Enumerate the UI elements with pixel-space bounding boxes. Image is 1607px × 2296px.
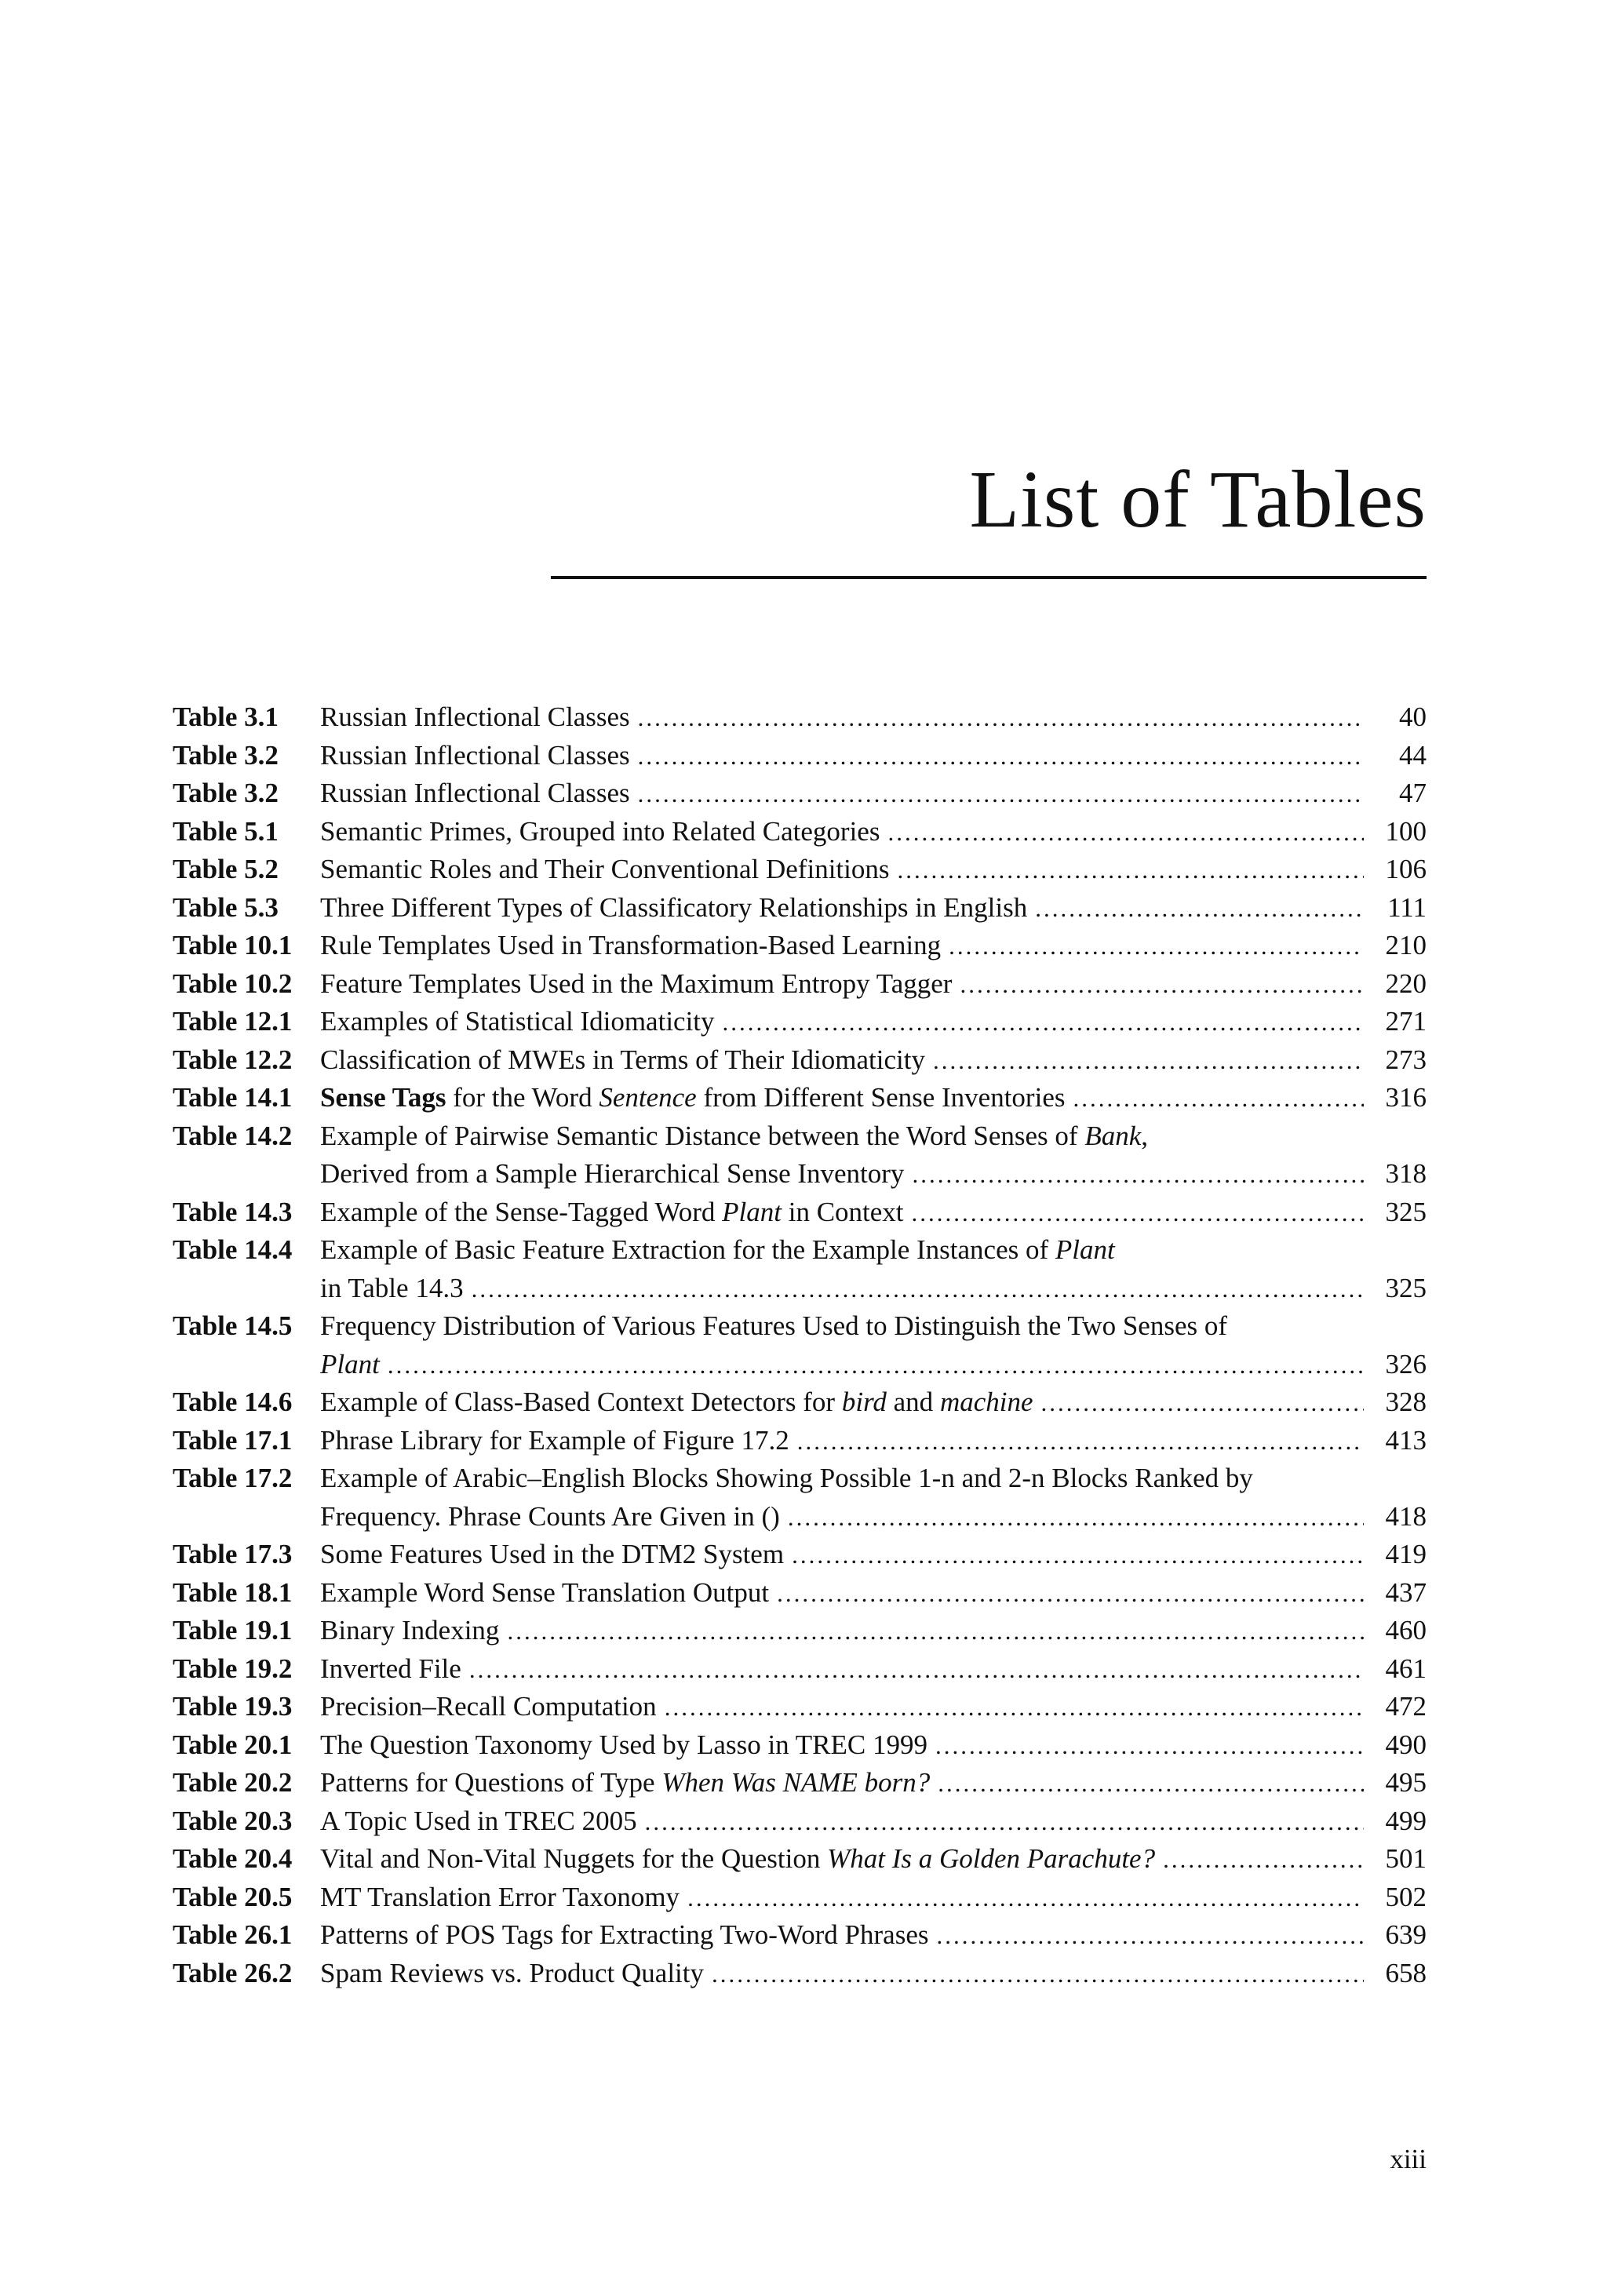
- caption-run: When Was NAME born?: [661, 1767, 931, 1798]
- entry-line: [320, 1422, 1427, 1460]
- entry-body: [320, 927, 1427, 965]
- table-number: Table 20.4: [173, 1843, 293, 1874]
- entry-line: [320, 1612, 1427, 1650]
- page-ref: 418: [1385, 1500, 1427, 1532]
- entry-line: [320, 1041, 1427, 1080]
- entry-body: [320, 1422, 1427, 1460]
- table-caption: [320, 1879, 680, 1917]
- page-ref: 501: [1385, 1843, 1427, 1874]
- caption-run: ,: [1141, 1120, 1148, 1151]
- table-caption: [320, 1574, 769, 1613]
- table-number: Table 18.1: [173, 1576, 293, 1608]
- dot-leader: [1073, 1080, 1364, 1118]
- page-ref: 100: [1385, 815, 1427, 847]
- toc-entry: [173, 1840, 1427, 1879]
- table-caption: [320, 737, 630, 775]
- page-ref: 413: [1385, 1424, 1427, 1456]
- table-caption: [320, 889, 1027, 928]
- entry-body: [320, 1117, 1427, 1194]
- entry-line: [320, 1117, 1427, 1156]
- entry-body: [320, 1574, 1427, 1613]
- table-number: Table 20.1: [173, 1729, 293, 1760]
- dot-leader: [723, 1004, 1364, 1042]
- entry-body: [320, 1879, 1427, 1917]
- table-number: Table 10.2: [173, 968, 293, 999]
- table-number: Table 5.1: [173, 815, 279, 847]
- entry-line: [320, 813, 1427, 851]
- caption-run: What Is a Golden Parachute?: [827, 1843, 1156, 1874]
- toc-entry: [173, 1079, 1427, 1117]
- toc-entry: [173, 1612, 1427, 1650]
- table-number: Table 17.2: [173, 1463, 293, 1493]
- toc-entry: [173, 1879, 1427, 1917]
- caption-run: Semantic Roles and Their Conventional Definitions: [320, 854, 890, 884]
- page-ref: 325: [1385, 1196, 1427, 1227]
- entry-body: [320, 851, 1427, 889]
- entry-body: [320, 698, 1427, 737]
- table-number: Table 20.5: [173, 1881, 293, 1912]
- table-caption: [320, 1194, 904, 1232]
- entry-line: [320, 1194, 1427, 1232]
- caption-run: Feature Templates Used in the Maximum Entropy Tagger: [320, 968, 953, 999]
- entry-line: [320, 889, 1427, 928]
- caption-run: Three Different Types of Classificatory Relationships in English: [320, 891, 1028, 923]
- table-caption: [320, 1726, 927, 1765]
- table-caption: [320, 1916, 928, 1955]
- table-number: Table 19.1: [173, 1615, 293, 1645]
- page-ref: 437: [1385, 1576, 1427, 1608]
- table-number: Table 19.3: [173, 1691, 293, 1722]
- page-ref: 106: [1385, 854, 1427, 884]
- page-ref: 325: [1385, 1272, 1427, 1303]
- entry-line: [320, 1650, 1427, 1689]
- entry-body: [320, 1194, 1427, 1232]
- table-caption: [320, 1650, 461, 1689]
- caption-run: Patterns for Questions of Type: [320, 1767, 662, 1798]
- entry-body: [320, 1764, 1427, 1802]
- caption-run: Patterns of POS Tags for Extracting Two-Word Phrases: [320, 1919, 929, 1950]
- entry-body: [320, 737, 1427, 775]
- entry-body: [320, 774, 1427, 813]
- entry-body: [320, 1003, 1427, 1041]
- caption-run: Frequency Distribution of Various Features Used to Distinguish the Two Senses of: [320, 1310, 1228, 1341]
- entry-body: [320, 1383, 1427, 1422]
- entry-line: [320, 1383, 1427, 1422]
- dot-leader: [949, 928, 1364, 966]
- entry-line: [320, 1764, 1427, 1802]
- caption-run: Example of Arabic–English Blocks Showing Possible 1-n and 2-n Blocks Ranked by: [320, 1463, 1253, 1493]
- page-ref: 40: [1399, 702, 1427, 732]
- table-caption: [320, 1231, 1115, 1270]
- dot-leader: [936, 1917, 1364, 1955]
- entry-line: [320, 1231, 1427, 1270]
- page-ref: 220: [1385, 968, 1427, 999]
- table-number: Table 19.2: [173, 1653, 293, 1684]
- entry-line: [320, 965, 1427, 1004]
- dot-leader: [887, 814, 1364, 852]
- page-ref: 111: [1387, 891, 1427, 923]
- caption-run: Inverted File: [320, 1653, 461, 1684]
- page-ref: 271: [1385, 1006, 1427, 1037]
- toc-entry: [173, 1307, 1427, 1383]
- caption-run: Example of Class-Based Context Detectors for: [320, 1387, 842, 1417]
- page-ref: 210: [1385, 930, 1427, 960]
- toc-entry: [173, 1194, 1427, 1232]
- entry-body: [320, 813, 1427, 851]
- table-number: Table 17.3: [173, 1539, 293, 1569]
- table-caption: [320, 1955, 704, 1993]
- entry-line: [320, 927, 1427, 965]
- entry-line: [320, 1003, 1427, 1041]
- table-number: Table 26.1: [173, 1919, 293, 1950]
- caption-run: Russian Inflectional Classes: [320, 739, 630, 771]
- page-ref: 490: [1385, 1729, 1427, 1760]
- table-number: Table 3.2: [173, 778, 279, 808]
- page-ref: 499: [1385, 1805, 1427, 1836]
- table-caption: [320, 774, 630, 813]
- toc-entry: [173, 1726, 1427, 1765]
- toc-entry: [173, 1802, 1427, 1841]
- caption-run: Example of Pairwise Semantic Distance between the Word Senses of: [320, 1120, 1085, 1151]
- entry-line: [320, 1460, 1427, 1498]
- caption-run: Spam Reviews vs. Product Quality: [320, 1957, 704, 1988]
- dot-leader: [388, 1347, 1364, 1385]
- page-ref: 47: [1399, 778, 1427, 808]
- dot-leader: [1163, 1841, 1364, 1879]
- entry-body: [320, 965, 1427, 1004]
- dot-leader: [897, 851, 1364, 890]
- table-number: Table 10.1: [173, 930, 293, 960]
- table-number: Table 20.2: [173, 1767, 293, 1798]
- table-caption: [320, 1270, 464, 1308]
- entry-line: [320, 737, 1427, 775]
- dot-leader: [712, 1955, 1364, 1994]
- table-number: Table 5.3: [173, 891, 279, 923]
- page-ref: 273: [1385, 1044, 1427, 1075]
- entry-line: [320, 1079, 1427, 1117]
- table-caption: [320, 698, 630, 737]
- entry-line: [320, 698, 1427, 737]
- table-caption: [320, 1422, 789, 1460]
- entry-body: [320, 1231, 1427, 1307]
- caption-run: Precision–Recall Computation: [320, 1691, 657, 1722]
- entry-line: [320, 1688, 1427, 1726]
- entry-body: [320, 1612, 1427, 1650]
- dot-leader: [507, 1613, 1364, 1651]
- table-number: Table 14.5: [173, 1310, 293, 1341]
- page-ref: 502: [1385, 1881, 1427, 1912]
- toc-entry: [173, 1460, 1427, 1536]
- page-ref: 461: [1385, 1653, 1427, 1684]
- page-ref: 419: [1385, 1539, 1427, 1569]
- caption-run: Russian Inflectional Classes: [320, 702, 630, 732]
- entry-line: [320, 1879, 1427, 1917]
- entry-line: [320, 1840, 1427, 1879]
- caption-run: Frequency. Phrase Counts Are Given in (): [320, 1500, 780, 1532]
- page-ref: 328: [1385, 1387, 1427, 1417]
- table-caption: [320, 1802, 637, 1841]
- caption-run: Examples of Statistical Idiomaticity: [320, 1006, 715, 1037]
- toc-entry: [173, 1231, 1427, 1307]
- toc-entry: [173, 927, 1427, 965]
- table-number: Table 14.1: [173, 1082, 293, 1113]
- table-caption: [320, 1346, 380, 1384]
- entry-line: [320, 774, 1427, 813]
- caption-run: Semantic Primes, Grouped into Related Categories: [320, 815, 880, 847]
- table-caption: [320, 1383, 1033, 1422]
- table-number: Table 26.2: [173, 1957, 293, 1988]
- dot-leader: [1035, 890, 1364, 928]
- toc-entry: [173, 698, 1427, 737]
- toc-entry: [173, 851, 1427, 889]
- dot-leader: [645, 1803, 1364, 1842]
- caption-run: A Topic Used in TREC 2005: [320, 1805, 637, 1836]
- page-ref: 44: [1399, 739, 1427, 771]
- page-ref: 318: [1385, 1158, 1427, 1189]
- caption-run: from Different Sense Inventories: [696, 1082, 1066, 1113]
- toc-entry: [173, 889, 1427, 928]
- entry-body: [320, 1916, 1427, 1955]
- table-caption: [320, 1536, 784, 1574]
- entry-line: [320, 1536, 1427, 1574]
- caption-run: in Context: [781, 1196, 904, 1227]
- entry-line: [320, 851, 1427, 889]
- table-number: Table 12.2: [173, 1044, 293, 1075]
- caption-run: Sentence: [599, 1082, 697, 1113]
- page-ref: 460: [1385, 1615, 1427, 1645]
- entry-body: [320, 1041, 1427, 1080]
- caption-run: Rule Templates Used in Transformation-Based Learning: [320, 930, 942, 960]
- caption-run: bird: [841, 1387, 887, 1417]
- caption-run: Classification of MWEs in Terms of Their Idiomaticity: [320, 1044, 925, 1075]
- entry-line: [320, 1726, 1427, 1765]
- entry-body: [320, 1460, 1427, 1536]
- table-caption: [320, 1003, 715, 1041]
- page-title: List of Tables: [969, 454, 1427, 545]
- page-number: xiii: [1390, 2144, 1427, 2174]
- table-caption: [320, 1117, 1148, 1156]
- dot-leader: [665, 1689, 1364, 1727]
- toc-entry: [173, 774, 1427, 813]
- table-caption: [320, 1498, 780, 1536]
- table-caption: [320, 1612, 499, 1650]
- table-number: Table 14.2: [173, 1120, 293, 1151]
- toc-entry: [173, 1955, 1427, 1993]
- title-rule: [551, 576, 1427, 579]
- table-number: Table 14.4: [173, 1234, 293, 1265]
- dot-leader: [788, 1499, 1364, 1537]
- list-of-tables: [173, 698, 1427, 1992]
- table-number: Table 14.3: [173, 1196, 293, 1227]
- caption-run: in Table 14.3: [320, 1272, 464, 1303]
- table-caption: [320, 1155, 904, 1194]
- entry-body: [320, 1955, 1427, 1993]
- entry-body: [320, 1688, 1427, 1726]
- page-ref: 472: [1385, 1691, 1427, 1722]
- toc-entry: [173, 1383, 1427, 1422]
- table-caption: [320, 851, 889, 889]
- caption-run: and: [886, 1387, 940, 1417]
- table-caption: [320, 1079, 1065, 1117]
- toc-entry: [173, 813, 1427, 851]
- entry-line: [320, 1307, 1427, 1346]
- table-caption: [320, 965, 952, 1004]
- entry-body: [320, 1079, 1427, 1117]
- table-number: Table 5.2: [173, 854, 279, 884]
- table-caption: [320, 1764, 930, 1802]
- caption-run: Binary Indexing: [320, 1615, 500, 1645]
- toc-entry: [173, 737, 1427, 775]
- caption-run: The Question Taxonomy Used by Lasso in TREC 1999: [320, 1729, 927, 1760]
- toc-entry: [173, 1688, 1427, 1726]
- page-ref: 316: [1385, 1082, 1427, 1113]
- dot-leader: [935, 1727, 1364, 1766]
- table-number: Table 14.6: [173, 1387, 293, 1417]
- table-caption: [320, 1041, 925, 1080]
- table-caption: [320, 927, 941, 965]
- dot-leader: [912, 1156, 1364, 1194]
- toc-entry: [173, 1003, 1427, 1041]
- caption-run: Example Word Sense Translation Output: [320, 1576, 770, 1608]
- caption-run: Vital and Non-Vital Nuggets for the Question: [320, 1843, 828, 1874]
- entry-body: [320, 1307, 1427, 1383]
- entry-body: [320, 1536, 1427, 1574]
- table-caption: [320, 1688, 657, 1726]
- caption-run: for the Word: [446, 1082, 599, 1113]
- caption-run: Plant: [722, 1196, 782, 1227]
- toc-entry: [173, 1041, 1427, 1080]
- caption-run: Plant: [320, 1348, 380, 1379]
- toc-entry: [173, 1536, 1427, 1574]
- dot-leader: [1041, 1384, 1364, 1423]
- toc-entry: [173, 965, 1427, 1004]
- caption-run: Derived from a Sample Hierarchical Sense Inventory: [320, 1158, 905, 1189]
- dot-leader: [933, 1042, 1364, 1081]
- dot-leader: [960, 966, 1364, 1004]
- dot-leader: [792, 1536, 1364, 1575]
- table-caption: [320, 1460, 1253, 1498]
- dot-leader: [472, 1270, 1364, 1309]
- entry-line: [320, 1346, 1427, 1384]
- entry-line: [320, 1498, 1427, 1536]
- dot-leader: [638, 775, 1364, 814]
- toc-entry: [173, 1117, 1427, 1194]
- entry-body: [320, 1726, 1427, 1765]
- entry-line: [320, 1155, 1427, 1194]
- entry-line: [320, 1574, 1427, 1613]
- caption-run: MT Translation Error Taxonomy: [320, 1881, 680, 1912]
- toc-entry: [173, 1422, 1427, 1460]
- caption-run: Sense Tags: [320, 1082, 446, 1113]
- dot-leader: [469, 1651, 1364, 1689]
- toc-entry: [173, 1916, 1427, 1955]
- table-caption: [320, 1307, 1227, 1346]
- entry-line: [320, 1802, 1427, 1841]
- caption-run: Some Features Used in the DTM2 System: [320, 1539, 785, 1569]
- page-ref: 658: [1385, 1957, 1427, 1988]
- toc-entry: [173, 1650, 1427, 1689]
- entry-body: [320, 1840, 1427, 1879]
- table-number: Table 17.1: [173, 1424, 293, 1456]
- table-number: Table 3.2: [173, 739, 279, 771]
- dot-leader: [797, 1423, 1364, 1461]
- toc-entry: [173, 1764, 1427, 1802]
- entry-line: [320, 1916, 1427, 1955]
- table-caption: [320, 1840, 1155, 1879]
- caption-run: Bank: [1084, 1120, 1142, 1151]
- dot-leader: [638, 738, 1364, 776]
- page-ref: 326: [1385, 1348, 1427, 1379]
- entry-body: [320, 1802, 1427, 1841]
- dot-leader: [687, 1879, 1364, 1918]
- caption-run: Phrase Library for Example of Figure 17.2: [320, 1424, 789, 1456]
- table-number: Table 20.3: [173, 1805, 293, 1836]
- entry-line: [320, 1270, 1427, 1308]
- caption-run: Example of Basic Feature Extraction for the Example Instances of: [320, 1234, 1055, 1265]
- table-number: Table 12.1: [173, 1006, 293, 1037]
- table-number: Table 3.1: [173, 702, 279, 732]
- dot-leader: [638, 699, 1364, 738]
- entry-body: [320, 1650, 1427, 1689]
- toc-entry: [173, 1574, 1427, 1613]
- entry-body: [320, 889, 1427, 928]
- caption-run: machine: [939, 1387, 1033, 1417]
- caption-run: Plant: [1055, 1234, 1115, 1265]
- entry-line: [320, 1955, 1427, 1993]
- dot-leader: [777, 1575, 1364, 1613]
- dot-leader: [938, 1765, 1364, 1803]
- table-caption: [320, 813, 880, 851]
- page-ref: 495: [1385, 1767, 1427, 1798]
- dot-leader: [912, 1194, 1364, 1233]
- caption-run: Russian Inflectional Classes: [320, 778, 630, 808]
- page-ref: 639: [1385, 1919, 1427, 1950]
- caption-run: Example of the Sense-Tagged Word: [320, 1196, 723, 1227]
